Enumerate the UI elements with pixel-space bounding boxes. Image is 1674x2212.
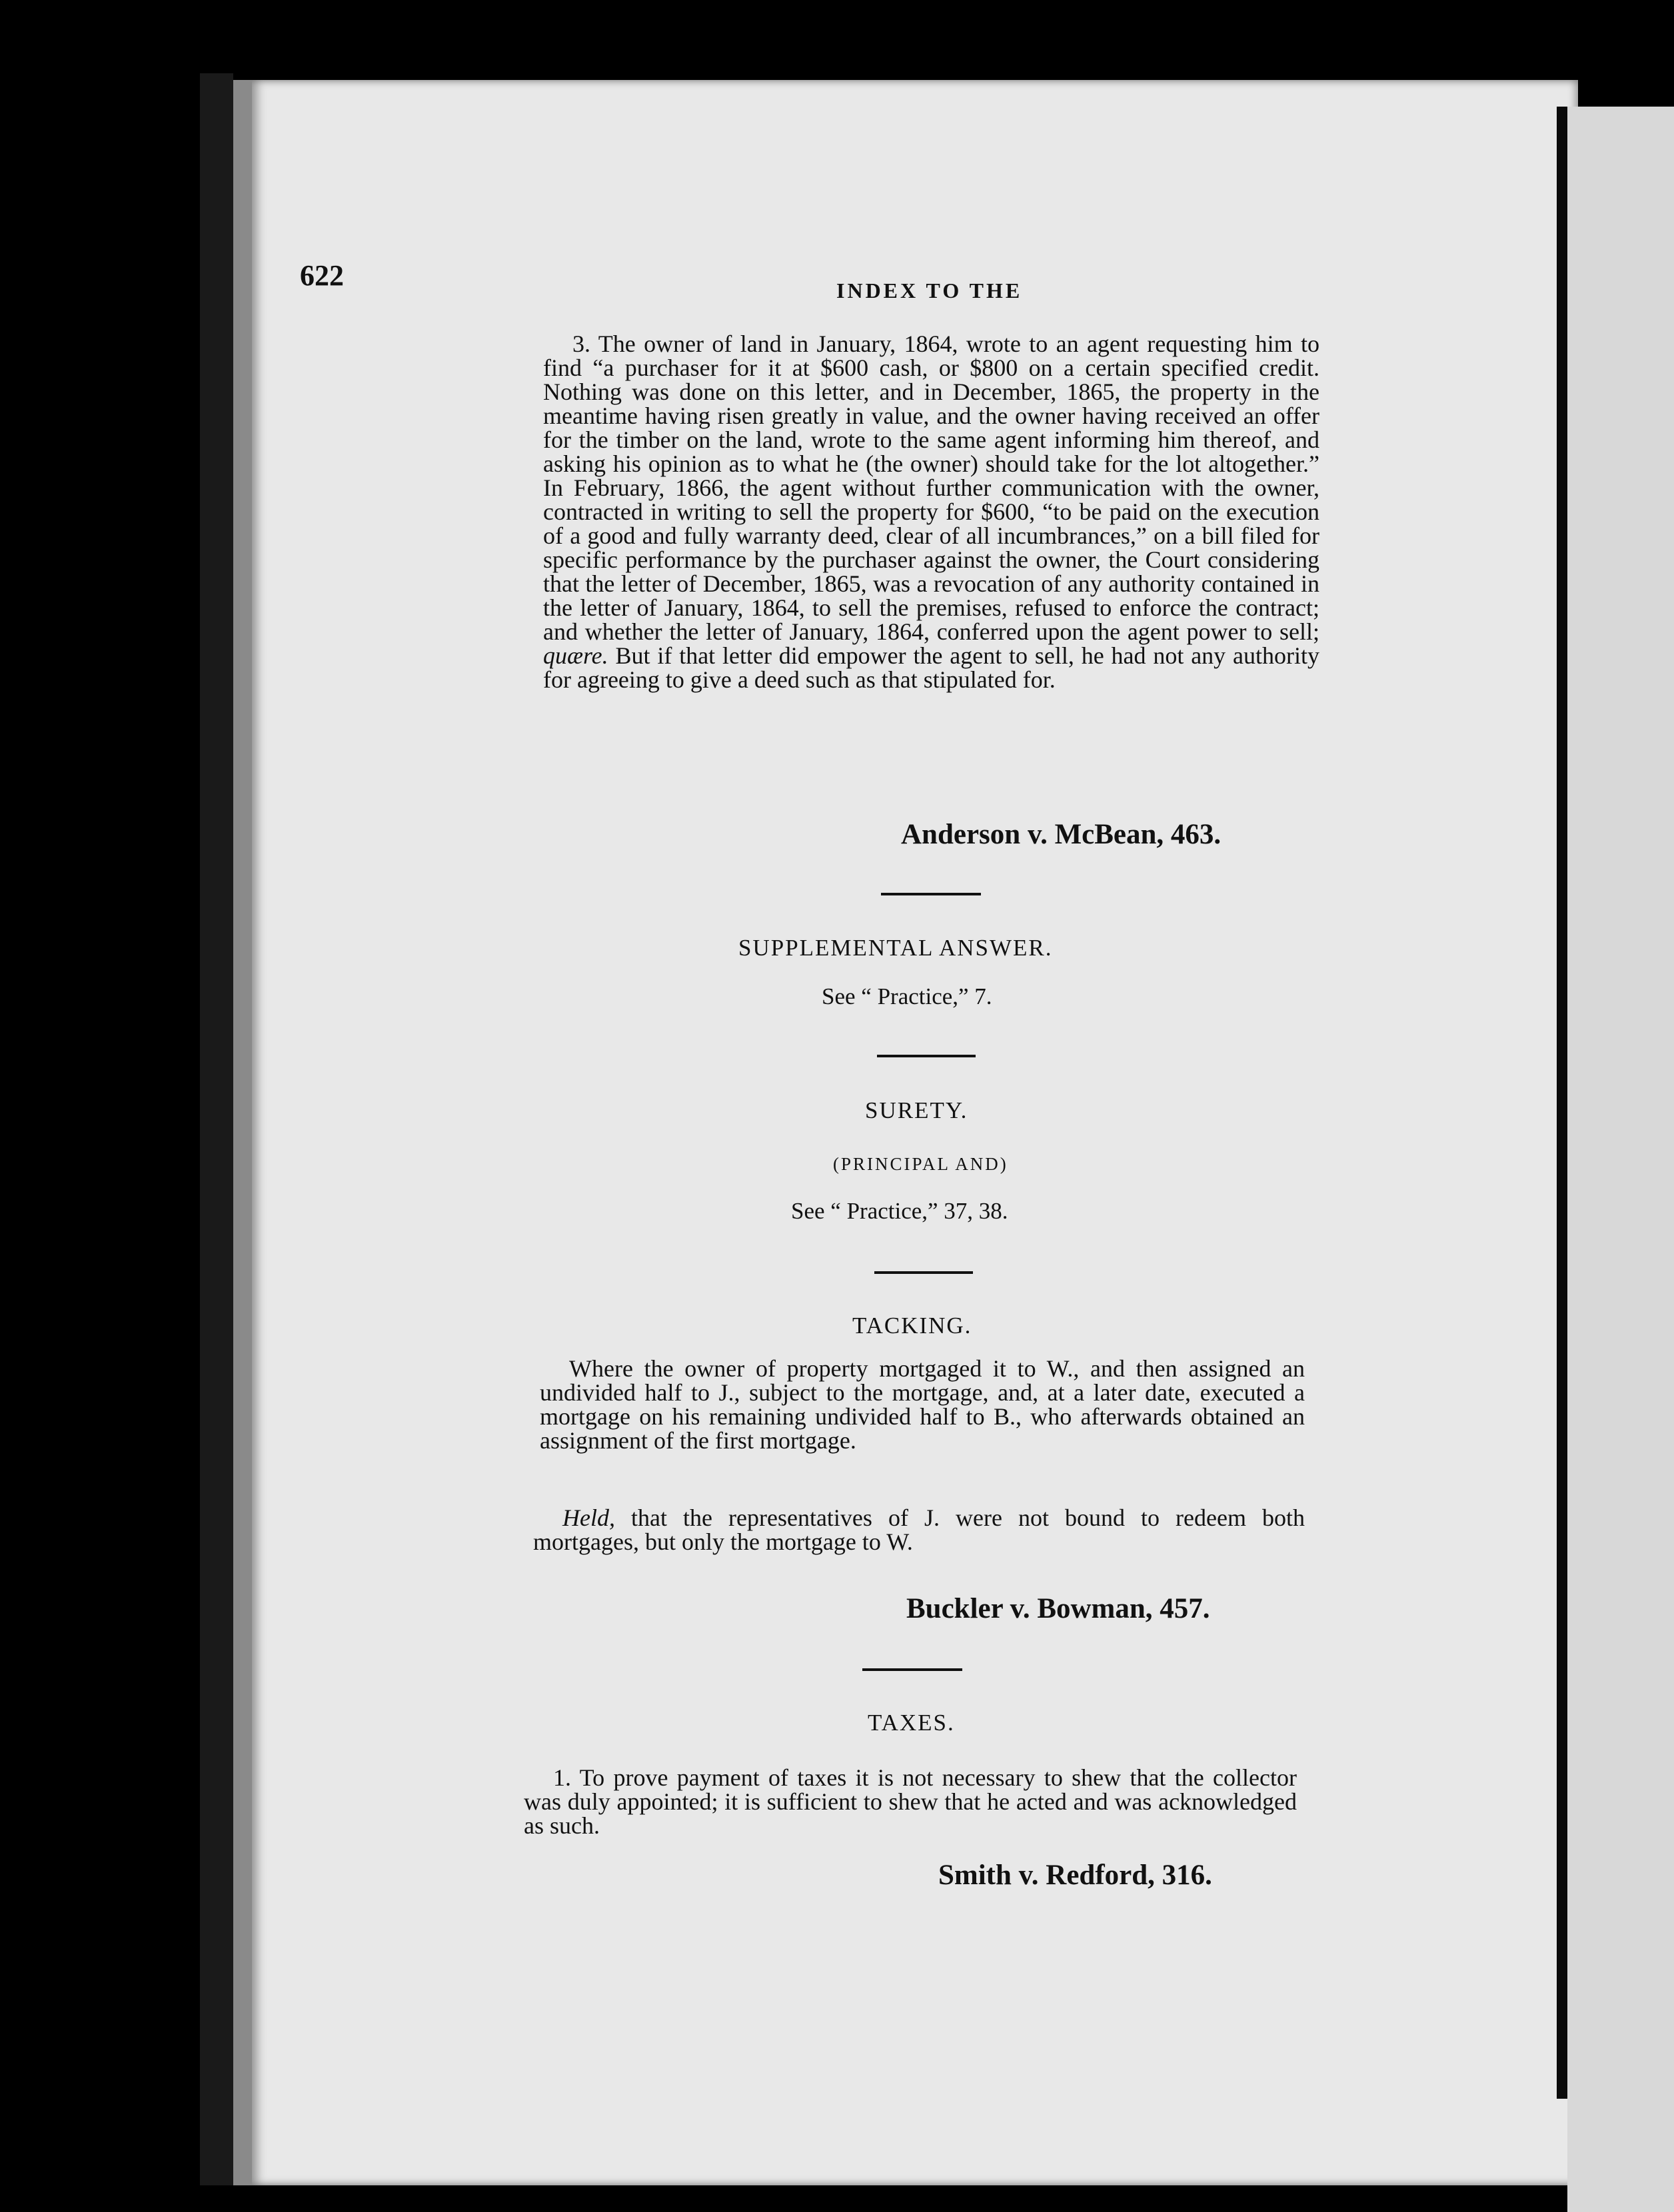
- entry-text: The owner of land in January, 1864, wrote to an agent requesting him to find “a purchaser for it at $600 cash, or $800 on a certain specified credit. Nothing was done on this letter, and in December, 1865, the property in the meantime having risen greatly in value, and the owner having received an offer for the timber on the land, wrote to the same agent informing him thereof, and asking his opinion as to what he (the owner) should take for the lot altogether.” In February, 1866, the agent without further communication with the owner, contracted in writing to sell the property for $600, “to be paid on the execution of a good and fully warranty deed, clear of all incumbrances,” on a bill filed for specific performance by the purchaser against the owner, the Court considering that the letter of December, 1865, was a revocation of any authority contained in the letter of January, 1864, to sell the premises, refused to enforce the contract; and whether the letter of January, 1864, conferred upon the agent power to sell;: [543, 330, 1319, 645]
- case-citation: Smith v. Redford, 316.: [938, 1860, 1212, 1891]
- section-divider: [862, 1668, 962, 1671]
- taxes-text: To prove payment of taxes it is not necessary to shew that the collector was duly appointed; it is sufficient to shew that he acted and was acknowledged as such.: [524, 1764, 1297, 1839]
- held-label: Held,: [562, 1504, 615, 1531]
- running-head: INDEX TO THE: [836, 278, 1023, 302]
- section-divider: [874, 1271, 973, 1274]
- section-subheading: (PRINCIPAL AND): [833, 1154, 1008, 1174]
- tacking-text: Where the owner of property mortgaged it to W., and then assigned an undivided half to J., subject to the mortgage, and, at a later date, executed a mortgage on his remaining undivided half to B., who afterwards obtained an assignment of the first mortgage.: [540, 1355, 1305, 1454]
- section-heading-supplemental-answer: SUPPLEMENTAL ANSWER.: [738, 935, 1053, 961]
- section-divider: [877, 1055, 976, 1057]
- section-heading-taxes: TAXES.: [868, 1710, 955, 1736]
- entry-number: 3.: [572, 330, 590, 357]
- held-paragraph: [533, 1506, 1305, 1554]
- taxes-paragraph: [524, 1766, 1297, 1838]
- entry-number: 1.: [553, 1764, 571, 1791]
- section-heading-tacking: TACKING.: [852, 1313, 972, 1339]
- cross-reference: See “ Practice,” 37, 38.: [791, 1198, 1008, 1224]
- entry-text-continued: But if that letter did empower the agent to sell, he had not any authority for agreeing to give a deed such as that stipulated for.: [543, 642, 1319, 693]
- page-number: 622: [300, 259, 344, 292]
- held-text: that the representatives of J. were not bound to redeem both mortgages, but only the mortgage to W.: [533, 1504, 1305, 1555]
- section-divider: [881, 893, 981, 895]
- entry-3-paragraph: [543, 332, 1319, 692]
- case-citation: Buckler v. Bowman, 457.: [906, 1593, 1210, 1624]
- case-citation: Anderson v. McBean, 463.: [901, 819, 1222, 850]
- cross-reference: See “ Practice,” 7.: [822, 983, 992, 1009]
- section-heading-surety: SURETY.: [865, 1097, 968, 1123]
- tacking-paragraph: [540, 1357, 1305, 1452]
- quaere-term: quære.: [543, 642, 608, 669]
